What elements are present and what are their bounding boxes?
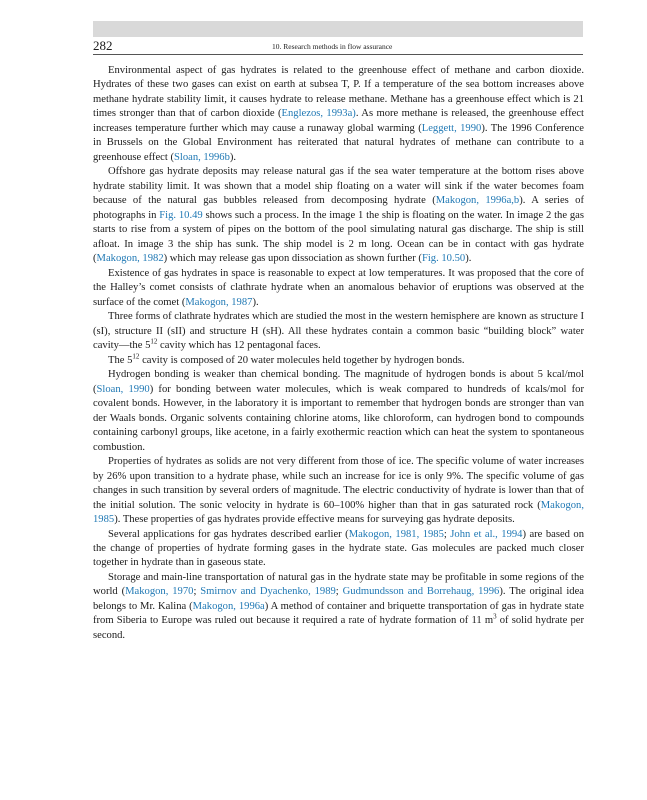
text-run: Existence of gas hydrates in space is reasonable to expect at low temperatures. It was proposed that the core of the Halley’s comet consists of clathrate hydrate when an anomalous behavior of eruptions was observed at the surface of the comet (: [93, 267, 584, 308]
running-title: 10. Research methods in flow assurance: [272, 42, 393, 51]
text-run: ) which may release gas upon dissociation as shown further (: [163, 253, 422, 265]
superscript: 3: [493, 612, 497, 621]
citation-link[interactable]: Sloan, 1990: [96, 383, 150, 395]
citation-link[interactable]: Englezos, 1993a): [281, 108, 356, 120]
page-number: 282: [93, 38, 113, 53]
paragraph-space: [93, 267, 584, 310]
citation-link[interactable]: Sloan, 1996b: [173, 151, 230, 163]
text-run: ;: [443, 528, 451, 540]
text-run: Offshore gas hydrate deposits may release natural gas if the sea water temperature at the bottom rises above hydrate stability limit. It was shown that a model ship floating on a water will sink if the water becomes foam because of the natural gas bubbles released from decomposing hydrate (: [93, 166, 584, 207]
paragraph-hydrogen-bonding: [93, 368, 584, 455]
text-run: ) A method of container and briquette transportation of gas in hydrate state from Siberia to Europe was ruled out because it required a rate of hydrate formation of 11 m: [93, 600, 584, 627]
paragraph-offshore: [93, 165, 584, 266]
text-run: ).: [252, 296, 259, 308]
text-run: shows such a process. In the image 1 the ship is floating on the water. In image 2 the gas starts to rise from a system of pipes on the bottom of the pool simulating natural gas discharge. The ship is still afloat. In image 3 the ship has sunk. The ship model is 2 m long. Ocean can be in contact with gas hydrate (: [93, 209, 584, 265]
citation-link[interactable]: Leggett, 1990: [421, 122, 482, 134]
text-run: ) are based on the change of properties of hydrate forming gases in the hydrate state. Gas molecules are packed much closer together in hydrate than in gaseous state.: [93, 528, 585, 569]
text-run: ). These properties of gas hydrates provide effective means for surveying gas hydrate deposits.: [114, 514, 515, 526]
text-run: The 5: [108, 354, 133, 366]
text-run: . As more methane is released, the greenhouse effect increases temperature further which may cause a runaway global warming (: [93, 108, 585, 134]
text-run: cavity is composed of 20 water molecules held together by hydrogen bonds.: [139, 354, 465, 366]
paragraph-greenhouse: [93, 64, 584, 165]
text-run: cavity which has 12 pentagonal faces.: [157, 340, 321, 352]
superscript: 12: [132, 352, 140, 361]
citation-link[interactable]: Makogon, 1985: [93, 499, 584, 526]
paragraph-properties: [93, 455, 584, 527]
text-run: ).: [465, 253, 472, 265]
citation-link[interactable]: Makogon, 1996a: [192, 600, 265, 612]
citation-link[interactable]: Makogon, 1987: [185, 296, 253, 308]
text-run: Several applications for gas hydrates described earlier (: [108, 528, 349, 540]
text-run: ;: [193, 586, 201, 598]
citation-link[interactable]: Makogon, 1996a,b: [435, 195, 520, 207]
text-run: ). The 1996 Conference in Brussels on the Global Environment has reiterated that natural hydrates of methane can contribute to a greenhouse effect (: [93, 122, 584, 163]
citation-link[interactable]: Smirnov and Dyachenko, 1989: [200, 586, 336, 598]
figure-link[interactable]: Fig. 10.49: [159, 209, 203, 221]
text-run: ). A series of photographs in: [93, 195, 584, 221]
figure-link[interactable]: Fig. 10.50: [421, 253, 466, 265]
text-run: ).: [229, 151, 237, 163]
body-text: [93, 64, 584, 643]
text-run: Hydrogen bonding is weaker than chemical bonding. The magnitude of hydrogen bonds is about 5 kcal/mol (: [93, 369, 584, 395]
text-run: Storage and main-line transportation of natural gas in the hydrate state may be profitable in some regions of the world (: [93, 571, 584, 598]
text-run: of solid hydrate per second.: [93, 615, 584, 641]
text-run: ;: [335, 586, 343, 598]
citation-link[interactable]: Gudmundsson and Borrehaug, 1996: [342, 586, 500, 598]
text-run: ) for bonding between water molecules, which is weak compared to hundreds of kcals/mol for covalent bonds. However, in the laboratory it is important to remember that hydrogen bonds are stronger than van der Waals bonds. Organic solvents containing chlorine atoms, like chloroform, can hydrogen bond to compounds containing carbonyl groups, like acetone, in a fairly exothermic reaction which can heat the system to spontaneous combustion.: [93, 383, 584, 453]
text-run: ). The original idea belongs to Mr. Kalina (: [93, 586, 585, 612]
paragraph-applications: [93, 528, 584, 571]
citation-link[interactable]: Makogon, 1970: [125, 586, 194, 598]
text-run: Properties of hydrates as solids are not very different from those of ice. The specific volume of water increases by 26% upon transition to a hydrate phase, while such an increase for ice is only 9%. The specific volume of gas changes in such transition by several orders of magnitude. The electric conductivity of hydrate is lower than that of the initial solution. The sonic velocity in hydrate is 60–100% higher than that in gas saturated rock (: [93, 456, 584, 511]
header-band: [93, 21, 583, 37]
paragraph-structures: [93, 310, 584, 353]
citation-link[interactable]: Makogon, 1982: [96, 253, 164, 265]
citation-link[interactable]: Makogon, 1981, 1985: [348, 528, 444, 540]
paragraph-transportation: [93, 571, 584, 643]
citation-link[interactable]: John et al., 1994: [450, 528, 523, 540]
header-rule: [93, 54, 583, 55]
paragraph-cavity: [93, 354, 584, 368]
superscript: 12: [150, 337, 158, 346]
text-run: Three forms of clathrate hydrates which are studied the most in the western hemisphere are known as structure I (sI), structure II (sII) and structure H (sH). All these hydrates contain a common basic “building block” water cavity—the 5: [93, 311, 584, 352]
text-run: Environmental aspect of gas hydrates is related to the greenhouse effect of methane and carbon dioxide. Hydrates of these two gases can exist on earth at subsea T, P. If a temperature of the sea bottom increases above methane hydrate stability limit, it causes hydrate to release methane. Methane has a greenhouse effect which is 21 times stronger than that of carbon dioxide (: [93, 65, 584, 120]
